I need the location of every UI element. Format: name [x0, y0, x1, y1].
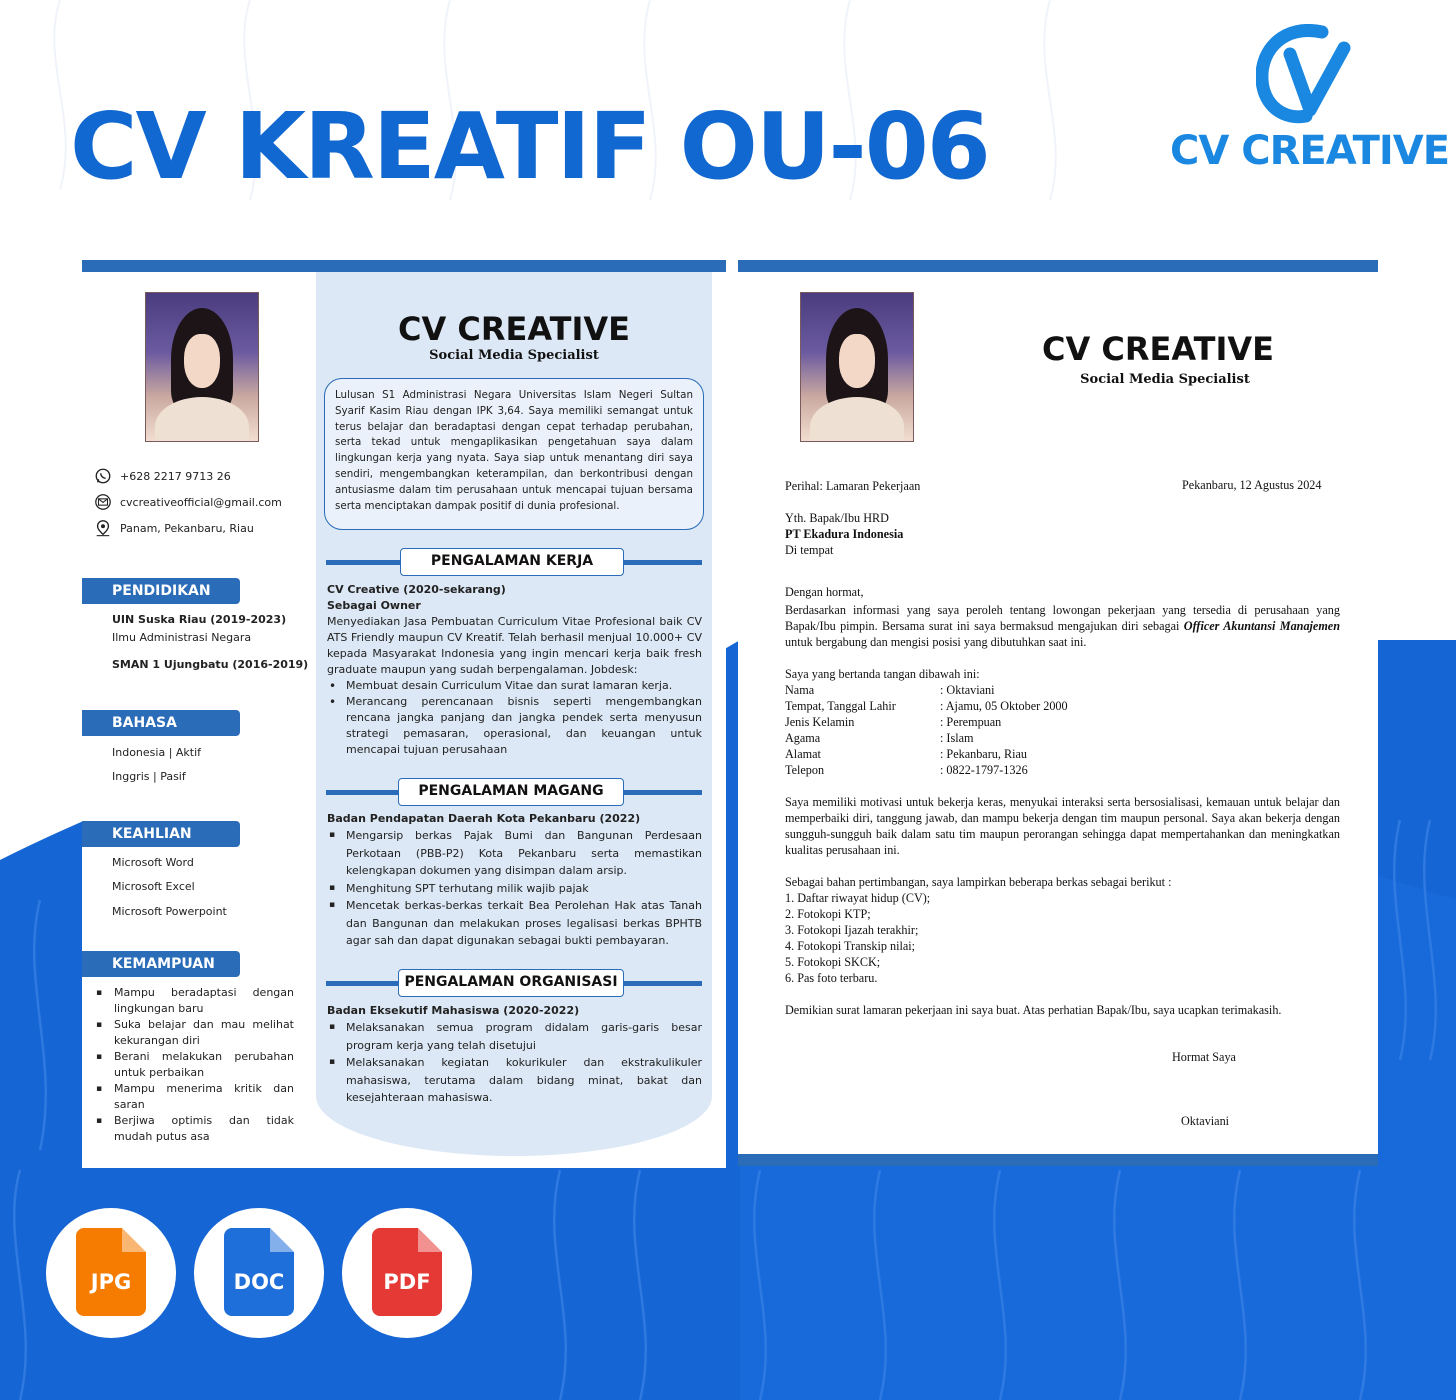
mail-icon [94, 493, 112, 511]
contact-address [94, 519, 254, 537]
section-title: PENGALAMAN MAGANG [398, 778, 624, 806]
internship-org: Badan Pendapatan Daerah Kota Pekanbaru (2022) [327, 812, 641, 825]
recipient-line: Yth. Bapak/Ibu HRD [785, 511, 889, 525]
field-value: : Perempuan [940, 715, 1002, 729]
organization-name: Badan Eksekutif Mahasiswa (2020-2022) [327, 1004, 580, 1017]
format-label: JPG [90, 1270, 132, 1294]
work-description: Menyediakan Jasa Pembuatan Curriculum Vitae Profesional baik CV ATS Friendly maupun CV Kreatif. Telah berhasil menjual 10.000+ CV kepada Masyarakat Indonesia yang ingin mencari kerja baik fresh graduate maupun yang sudah berpengalaman. Jobdesk: [327, 615, 702, 676]
contact-text: cvcreativeofficial@gmail.com [120, 495, 282, 509]
language-item: Indonesia | Aktif [112, 746, 202, 759]
section-bahasa: BAHASA [82, 710, 240, 736]
page-title: CV KREATIF OU-06 [70, 93, 989, 200]
skill-item: Microsoft Excel [112, 880, 195, 893]
list-item: 6. Pas foto terbaru. [785, 971, 878, 985]
field-value: : Islam [940, 731, 974, 745]
list-item: ▪ Suka belajar dan mau melihat kekurangan diri [96, 1017, 294, 1049]
work-position: Sebagai Owner [327, 599, 421, 612]
section-kemampuan: KEMAMPUAN [82, 951, 240, 977]
language-item: Inggris | Pasif [112, 770, 186, 783]
list-item: ▪ Berjiwa optimis dan tidak mudah putus asa [96, 1113, 294, 1145]
list-item: 3. Fotokopi Ijazah terakhir; [785, 923, 919, 937]
contact-email [94, 493, 282, 511]
doc-format-badge[interactable] [194, 1208, 324, 1338]
contact-text: Panam, Pekanbaru, Riau [120, 521, 254, 535]
organization-experience [327, 1003, 702, 1107]
location-pin-icon [94, 519, 112, 537]
list-item: • Merancang perencanaan bisnis seperti mengembangkan rencana jangka panjang dan jangka pendek serta menyusun strategi pemasaran, operasional, dan keuangan untuk mencapai tujuan perusahaan [327, 694, 702, 758]
recipient-line: Di tempat [785, 543, 834, 557]
internship-experience [327, 811, 702, 950]
jpg-file-icon [76, 1228, 146, 1316]
field-label: Nama [785, 683, 815, 697]
list-item: ▪ Mampu menerima kritik dan saran [96, 1081, 294, 1113]
cv-name: CV CREATIVE [397, 310, 630, 348]
paragraph-text: Berdasarkan informasi yang saya peroleh tentang lowongan pekerjaan yang tersedia di perusahaan yang Bapak/Ibu pimpin. Bersama surat ini saya bermaksud mengajukan diri sebagai [785, 603, 1340, 633]
letter-name: CV CREATIVE [1041, 330, 1274, 368]
letter-role: Social Media Specialist [1080, 372, 1250, 387]
recipient-company: PT Ekadura Indonesia [785, 527, 904, 541]
skill-item: Microsoft Powerpoint [112, 905, 227, 918]
field-value: : Oktaviani [940, 683, 995, 697]
paragraph-text: untuk bergabung dan mengisi posisi yang dibutuhkan saat ini. [785, 635, 1087, 649]
letter-paragraph-2: Saya memiliki motivasi untuk bekerja keras, menyukai interaksi serta bersosialisasi, kemauan untuk belajar dan memperbaiki diri, tanggung jawab, dan mampu bekerja dengan tim maupun personal. Saya akan bekerja dengan sungguh-sungguh baik dalam satu tim maupun perorangan sehingga dapat mempertahankan dan meningkatkan kualitas perusahaan ini. [785, 795, 1340, 857]
list-item: ▪ Mampu beradaptasi dengan lingkungan baru [96, 985, 294, 1017]
applied-position: Officer Akuntansi Manajemen [1183, 619, 1340, 633]
identity-row [785, 714, 1340, 730]
letter-attachments [785, 874, 1340, 986]
identity-row [785, 698, 1340, 714]
list-item: 2. Fotokopi KTP; [785, 907, 871, 921]
cv-logo-icon [1256, 24, 1356, 124]
field-value: : 0822-1797-1326 [940, 763, 1028, 777]
top-bar [82, 260, 726, 272]
contact-text: +628 2217 9713 26 [120, 469, 231, 483]
work-company: CV Creative (2020-sekarang) [327, 583, 506, 596]
cv-creative-logo[interactable] [1170, 24, 1450, 184]
field-label: Telepon [785, 763, 825, 777]
section-header-kerja [326, 548, 702, 576]
letter-identity [785, 666, 1340, 778]
contact-phone [94, 467, 231, 485]
whatsapp-icon [94, 467, 112, 485]
section-header-magang [326, 778, 702, 806]
list-item: ▪ Berani melakukan perubahan untuk perbaikan [96, 1049, 294, 1081]
identity-row [785, 762, 1340, 778]
profile-photo [800, 292, 914, 442]
list-item: ▪ Melaksanakan kegiatan kokurikuler dan ekstrakulikuler mahasiswa, terutama dalam bidang minat, bakat dan kesejahteraan mahasiswa. [327, 1054, 702, 1107]
list-item: ▪ Mengarsip berkas Pajak Bumi dan Bangunan Perdesaan Perkotaan (PBB-P2) Kota Pekanbaru serta memastikan kelengkapan dokumen yang disimpan dalam arsip. [327, 827, 702, 880]
attachments-intro: Sebagai bahan pertimbangan, saya lampirkan beberapa berkas sebagai berikut : [785, 875, 1172, 889]
field-label: Tempat, Tanggal Lahir [785, 699, 896, 713]
list-item: ▪ Mencetak berkas-berkas terkait Bea Perolehan Hak atas Tanah dan Bangunan dan melakukan proses legalisasi berkas BPHTB agar sah dan dapat digunakan sebagai bukti pembayaran. [327, 897, 702, 950]
letter-greeting: Dengan hormat, [785, 585, 864, 599]
format-label: PDF [383, 1270, 431, 1294]
field-value: : Ajamu, 05 Oktober 2000 [940, 699, 1068, 713]
doc-file-icon [224, 1228, 294, 1316]
section-keahlian: KEAHLIAN [82, 821, 240, 847]
skill-item: Microsoft Word [112, 856, 194, 869]
logo-text: CV CREATIVE [1170, 128, 1450, 174]
education-school-2: SMAN 1 Ujungbatu (2016-2019) [112, 658, 309, 671]
signature-title: Hormat Saya [1172, 1050, 1236, 1064]
identity-row [785, 746, 1340, 762]
letter-date: Pekanbaru, 12 Agustus 2024 [1182, 478, 1322, 492]
profile-summary: Lulusan S1 Administrasi Negara Universitas Islam Negeri Sultan Syarif Kasim Riau dengan IPK 3,64. Saya memiliki semangat untuk terus belajar dan beradaptasi dengan cepat terhadap perubahan, serta tekad untuk mengaplikasikan pengetahuan saya dalam lingkungan kerja yang nyata. Saya siap untuk menantang diri saya sendiri, mengembangkan keterampilan, dan berkontribusi dengan antusiasme dalam tim perusahaan untuk mencapai tujuan bersama serta menciptakan dampak positif di dunia profesional. [324, 378, 704, 530]
letter-recipient [785, 510, 1340, 558]
field-label: Alamat [785, 747, 821, 761]
signature-name: Oktaviani [1181, 1114, 1230, 1128]
section-pendidikan: PENDIDIKAN [82, 578, 240, 604]
section-title: PENGALAMAN KERJA [400, 548, 624, 576]
section-title: PENGALAMAN ORGANISASI [398, 969, 624, 997]
ability-list [96, 985, 294, 1145]
profile-photo [145, 292, 259, 442]
work-experience [327, 582, 702, 758]
identity-intro: Saya yang bertanda tangan dibawah ini: [785, 667, 980, 681]
field-label: Agama [785, 731, 821, 745]
education-school-1: UIN Suska Riau (2019-2023) [112, 613, 287, 626]
list-item: 1. Daftar riwayat hidup (CV); [785, 891, 931, 905]
top-bar [738, 260, 1378, 272]
format-label: DOC [233, 1270, 285, 1294]
identity-row [785, 682, 1340, 698]
jpg-format-badge[interactable] [46, 1208, 176, 1338]
list-item: ▪ Melaksanakan semua program didalam garis-garis besar program kerja yang telah disetujui [327, 1019, 702, 1054]
field-value: : Pekanbaru, Riau [940, 747, 1027, 761]
cv-page [82, 260, 726, 1168]
cover-letter-page [738, 260, 1378, 1166]
list-item: • Membuat desain Curriculum Vitae dan surat lamaran kerja. [327, 678, 702, 694]
bottom-bar [738, 1154, 1378, 1166]
field-label: Jenis Kelamin [785, 715, 855, 729]
list-item: 5. Fotokopi SKCK; [785, 955, 881, 969]
education-major-1: Ilmu Administrasi Negara [112, 631, 252, 644]
section-header-organisasi [326, 969, 702, 997]
identity-row [785, 730, 1340, 746]
letter-paragraph-1 [785, 602, 1340, 650]
letter-subject: Perihal: Lamaran Pekerjaan [785, 479, 921, 493]
cv-role: Social Media Specialist [429, 348, 599, 363]
letter-closing: Demikian surat lamaran pekerjaan ini saya buat. Atas perhatian Bapak/Ibu, saya ucapkan terimakasih. [785, 1003, 1282, 1017]
list-item: 4. Fotokopi Transkip nilai; [785, 939, 916, 953]
pdf-format-badge[interactable] [342, 1208, 472, 1338]
pdf-file-icon [372, 1228, 442, 1316]
list-item: ▪ Menghitung SPT terhutang milik wajib pajak [327, 880, 702, 898]
